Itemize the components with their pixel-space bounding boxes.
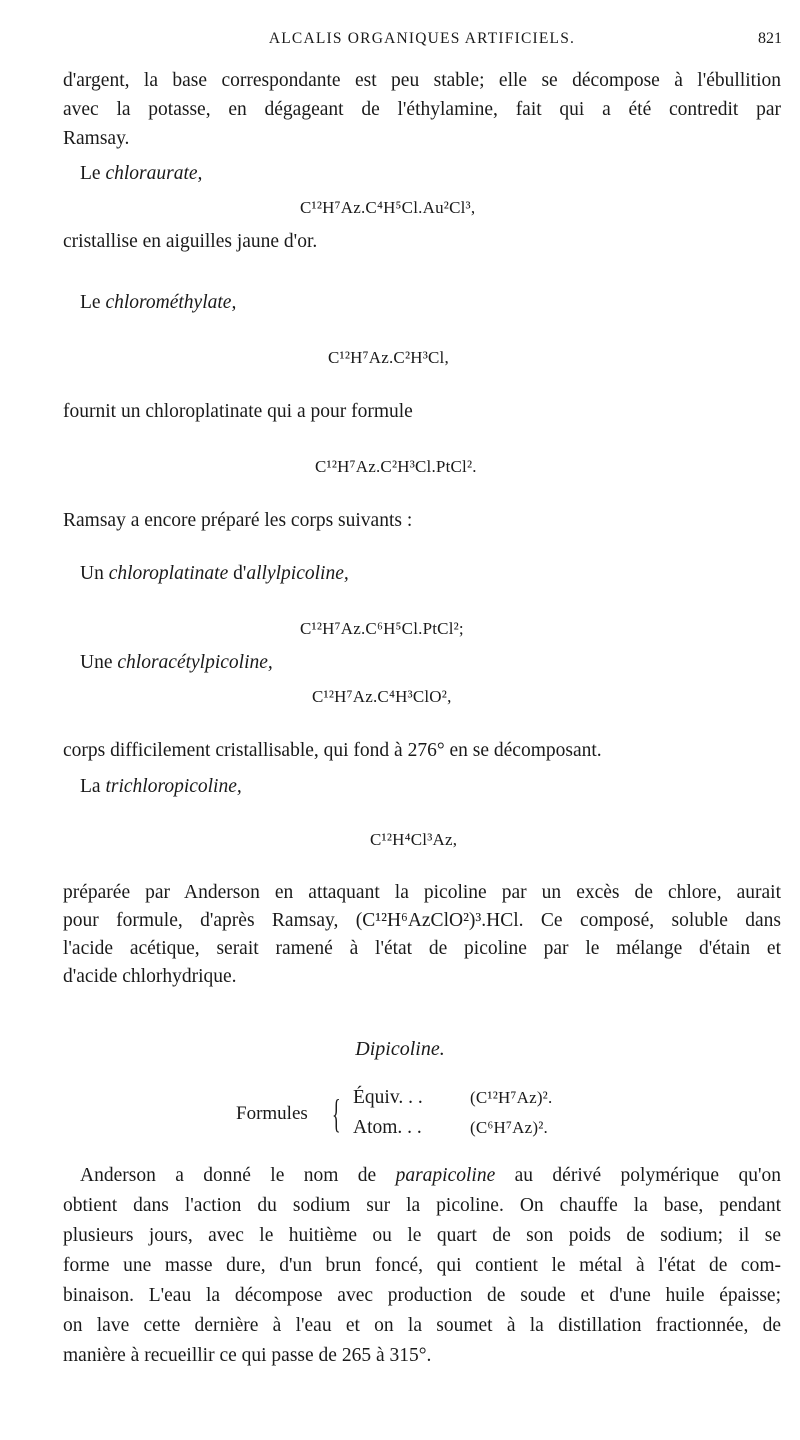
trichloro-line-4: d'acide chlorhydrique. <box>63 966 237 987</box>
final-line-3: plusieurs jours, avec le huitième ou le quart de son poids de sodium; il se <box>63 1225 781 1246</box>
chloraurate-heading <box>80 161 202 187</box>
equiv-label: Équiv. . . <box>353 1087 423 1108</box>
page-number: 821 <box>758 30 782 47</box>
chloracetylpicoline-heading <box>80 650 273 676</box>
chloromethylate-name: chlorométhylate, <box>105 292 237 313</box>
chloraurate-description: cristallise en aiguilles jaune d'or. <box>63 231 318 252</box>
chloracetylpicoline-description: corps difficilement cristallisable, qui fond à 276° en se décomposant. <box>63 740 602 761</box>
chloroplatinate-formula: C¹²H⁷Az.C²H³Cl.PtCl². <box>315 457 477 476</box>
final-line-1-a: Anderson a donné le nom de <box>80 1165 396 1186</box>
chloraurate-name: chloraurate, <box>105 163 203 184</box>
trichloropicoline-heading <box>80 774 242 800</box>
chloracetylpicoline-formula: C¹²H⁷Az.C⁴H³ClO², <box>312 687 452 706</box>
chloromethylate-article: Le <box>80 292 106 313</box>
chloromethylate-formula: C¹²H⁷Az.C²H³Cl, <box>328 348 449 367</box>
brace-symbol: { <box>332 1091 341 1136</box>
trichloro-line-2: pour formule, d'après Ramsay, (C¹²H⁶AzClO²)³.HCl. Ce composé, soluble dans <box>63 910 781 931</box>
equiv-formula: (C¹²H⁷Az)². <box>470 1088 553 1107</box>
trichloropicoline-article: La <box>80 776 106 797</box>
chloracetylpicoline-article: Une <box>80 652 118 673</box>
final-line-2: obtient dans l'action du sodium sur la picoline. On chauffe la base, pendant <box>63 1195 781 1216</box>
trichloro-line-3: l'acide acétique, serait ramené à l'état de picoline par le mélange d'étain et <box>63 938 781 959</box>
running-title: ALCALIS ORGANIQUES ARTIFICIELS. <box>268 30 576 47</box>
trichloro-line-1: préparée par Anderson en attaquant la picoline par un excès de chlore, aurait <box>63 882 781 903</box>
final-line-6: on lave cette dernière à l'eau et on la soumet à la distillation fractionnée, de <box>63 1315 781 1336</box>
allylpicoline-article: Un <box>80 563 109 584</box>
allylpicoline-name-a: chloroplatinate <box>108 563 229 584</box>
body-line-3: Ramsay. <box>63 128 130 149</box>
chloraurate-formula: C¹²H⁷Az.C⁴H⁵Cl.Au²Cl³, <box>300 198 476 217</box>
final-line-7: manière à recueillir ce qui passe de 265 à 315°. <box>63 1345 432 1366</box>
ramsay-intro: Ramsay a encore préparé les corps suivants : <box>63 510 413 531</box>
chloracetylpicoline-name: chloracétylpicoline, <box>117 652 273 673</box>
final-line-4: forme une masse dure, d'un brun foncé, qui contient le métal à l'état de com- <box>63 1255 781 1276</box>
atom-formula: (C⁶H⁷Az)². <box>470 1118 548 1137</box>
body-line-2: avec la potasse, en dégageant de l'éthylamine, fait qui a été contredit par <box>63 99 781 120</box>
trichloropicoline-formula: C¹²H⁴Cl³Az, <box>370 830 458 849</box>
allylpicoline-preposition: d' <box>228 563 247 584</box>
formulas-label: Formules <box>236 1103 308 1124</box>
chloroplatinate-intro: fournit un chloroplatinate qui a pour formule <box>63 401 413 422</box>
allylpicoline-name-b: allylpicoline, <box>246 563 349 584</box>
body-line-1: d'argent, la base correspondante est peu stable; elle se décompose à l'ébullition <box>63 70 781 91</box>
final-line-1 <box>80 1163 781 1189</box>
page-header <box>62 30 782 54</box>
allylpicoline-heading <box>80 561 349 587</box>
final-line-1-c: au dérivé polymérique qu'on <box>495 1165 781 1186</box>
final-line-5: binaison. L'eau la décompose avec production de soude et d'une huile épaisse; <box>63 1285 781 1306</box>
allylpicoline-formula: C¹²H⁷Az.C⁶H⁵Cl.PtCl²; <box>300 619 464 638</box>
section-title: Dipicoline. <box>355 1038 445 1060</box>
trichloropicoline-name: trichloropicoline, <box>105 776 242 797</box>
chloraurate-article: Le <box>80 163 106 184</box>
parapicoline-term: parapicoline <box>395 1165 496 1186</box>
chloromethylate-heading <box>80 290 236 316</box>
atom-label: Atom. . . <box>353 1117 422 1138</box>
